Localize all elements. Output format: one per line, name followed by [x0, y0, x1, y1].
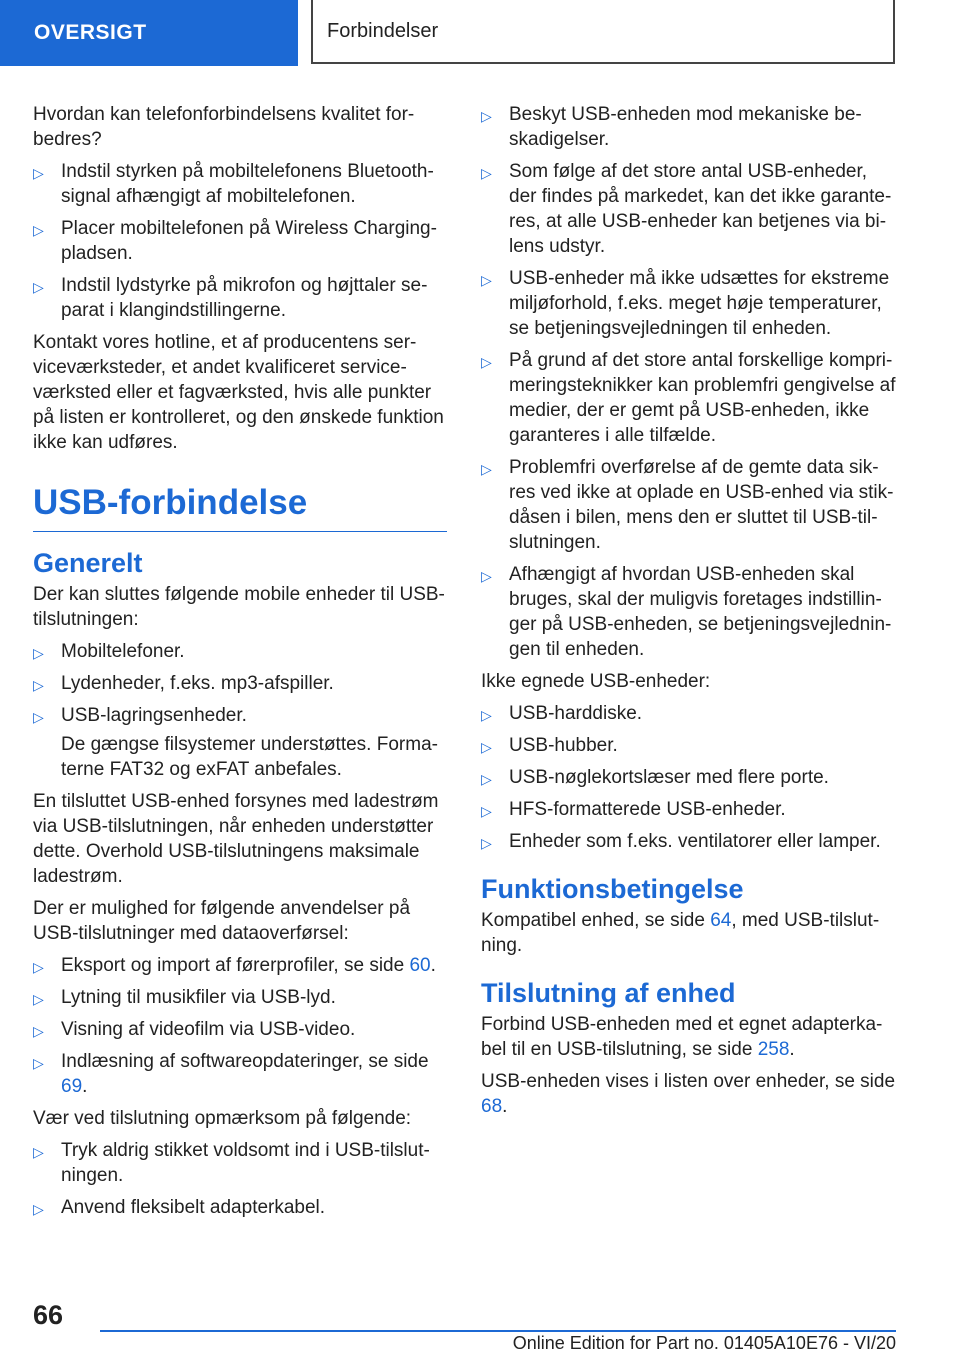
uses-list: [33, 953, 447, 1099]
list-item: ▷ Indstil styrken på mobiltelefonens Bluetooth-signal afhængigt af mobiltelefonen.: [33, 161, 434, 207]
list-item: ▷ Lydenheder, f.eks. mp3-afspiller.: [33, 671, 447, 696]
footer-divider: [100, 1330, 896, 1332]
unsuitable-list: [481, 701, 896, 854]
subsection-general: Generelt: [33, 548, 143, 578]
power-note: En tilsluttet USB-enhed forsynes med ladestrøm via USB-tilslutningen, når enheden understøtter dette. Overhold USB-tilslutningens maksimale ladestrøm.: [33, 791, 439, 887]
list-item: ▷ Visning af videofilm via USB-video.: [33, 1017, 447, 1042]
left-column: [33, 102, 447, 1227]
bullet-triangle-icon: ▷: [481, 461, 492, 477]
bullet-triangle-icon: ▷: [33, 1144, 44, 1160]
bullet-triangle-icon: ▷: [481, 568, 492, 584]
bullet-triangle-icon: ▷: [33, 279, 44, 295]
bullet-triangle-icon: ▷: [33, 959, 44, 975]
footer-edition: Online Edition for Part no. 01405A10E76 - VI/20: [512, 1333, 896, 1353]
page-number: 66: [33, 1300, 64, 1330]
bullet-triangle-icon: ▷: [33, 709, 44, 725]
bullet-triangle-icon: ▷: [481, 835, 492, 851]
page-link-258[interactable]: 258: [757, 1039, 790, 1060]
page-header: [0, 0, 960, 66]
list-item: ▷ USB-nøglekortslæser med flere porte.: [481, 765, 896, 790]
precautions-list: [481, 102, 896, 662]
bullet-triangle-icon: ▷: [481, 272, 492, 288]
list-item: ▷ Placer mobiltelefonen på Wireless Charging-pladsen.: [33, 218, 437, 264]
list-item: ▷ Mobiltelefoner.: [33, 639, 447, 664]
list-item: ▷ USB-lagringsenheder.: [33, 703, 447, 728]
bullet-triangle-icon: ▷: [33, 1023, 44, 1039]
list-item: ▷ Anvend fleksibelt adapterkabel.: [33, 1195, 447, 1220]
page-link-60[interactable]: 60: [409, 955, 431, 976]
list-item: ▷ Afhængigt af hvordan USB-enheden skal bruges, skal der muligvis foretages indstillin-ger på USB-enheden, se betjeningsvejlednin-gen til enheden.: [481, 564, 892, 660]
shown-paragraph: USB-enheden vises i listen over enheder, se side 68.: [481, 1071, 896, 1117]
list-item: ▷ USB-harddiske.: [481, 701, 896, 726]
list-item: ▷ USB-enheder må ikke udsættes for ekstreme miljøforhold, f.eks. meget høje temperaturer, se betjeningsvejledningen til enheden.: [481, 268, 890, 339]
function-paragraph: Kompatibel enhed, se side 64, med USB-tilslut-ning.: [481, 910, 880, 956]
page-link-69[interactable]: 69: [61, 1076, 83, 1097]
bullet-triangle-icon: ▷: [481, 803, 492, 819]
bullet-triangle-icon: ▷: [33, 1201, 44, 1217]
page-link-64[interactable]: 64: [710, 910, 732, 931]
right-column: [481, 102, 896, 1126]
filesystems-note: De gængse filsystemer understøttes. Forma-terne FAT32 og exFAT anbefales.: [61, 734, 438, 780]
list-item: ▷ HFS-formatterede USB-enheder.: [481, 797, 896, 822]
list-item: ▷ Som følge af det store antal USB-enheder, der findes på markedet, kan det ikke garante-res, at alle USB-enheder kan betjenes via bi-lens udstyr.: [481, 161, 892, 257]
bullet-triangle-icon: ▷: [481, 165, 492, 181]
bullet-triangle-icon: ▷: [481, 707, 492, 723]
uses-intro: Der er mulighed for følgende anvendelser på USB-tilslutninger med dataoverførsel:: [33, 898, 411, 944]
bullet-triangle-icon: ▷: [481, 771, 492, 787]
attention-list: [33, 1138, 447, 1220]
intro-question: Hvordan kan telefonforbindelsens kvalitet for-bedres?: [33, 104, 415, 150]
bullet-triangle-icon: ▷: [33, 991, 44, 1007]
list-item: ▷ Indlæsning af softwareopdateringer, se side 69.: [33, 1051, 429, 1097]
connect-paragraph: Forbind USB-enheden med et egnet adapterka-bel til en USB-tilslutning, se side 258.: [481, 1014, 883, 1060]
devices-list: [33, 639, 447, 728]
bullet-triangle-icon: ▷: [481, 739, 492, 755]
list-item: ▷ Eksport og import af førerprofiler, se side 60.: [33, 953, 447, 978]
tab-section-title[interactable]: Forbindelser: [311, 0, 895, 64]
tab-overview[interactable]: OVERSIGT: [0, 0, 298, 66]
list-item: ▷ Tryk aldrig stikket voldsomt ind i USB-tilslut-ningen.: [33, 1140, 430, 1186]
bullet-triangle-icon: ▷: [481, 354, 492, 370]
contact-paragraph: Kontakt vores hotline, et af producentens ser-viceværksteder, et andet kvalificeret service-værksted eller et fagværksted, hvis alle punkter på listen er kontrolleret, og den ønskede funktion ikke kan udføres.: [33, 332, 444, 453]
subsection-function-condition: Funktionsbetingelse: [481, 874, 744, 904]
list-item: ▷ Problemfri overførelse af de gemte data sik-res ved ikke at oplade en USB-enhed via stik-dåsen i bilen, mens den er sluttet til USB-til-slutningen.: [481, 457, 894, 553]
attention-intro: Vær ved tilslutning opmærksom på følgende:: [33, 1108, 412, 1129]
general-intro: Der kan sluttes følgende mobile enheder til USB-tilslutningen:: [33, 584, 445, 630]
list-item: ▷ Enheder som f.eks. ventilatorer eller lamper.: [481, 829, 896, 854]
list-item: ▷ USB-hubber.: [481, 733, 896, 758]
page-link-68[interactable]: 68: [481, 1096, 503, 1117]
bullet-triangle-icon: ▷: [33, 645, 44, 661]
list-item: ▷ Lytning til musikfiler via USB-lyd.: [33, 985, 447, 1010]
unsuitable-intro: Ikke egnede USB-enheder:: [481, 671, 711, 692]
subsection-connect-device: Tilslutning af enhed: [481, 978, 736, 1008]
bullet-triangle-icon: ▷: [33, 677, 44, 693]
bullet-triangle-icon: ▷: [33, 222, 44, 238]
list-item: ▷ Beskyt USB-enheden mod mekaniske be-skadigelser.: [481, 104, 862, 150]
bullet-triangle-icon: ▷: [33, 1055, 44, 1071]
section-title: USB-forbindelse: [33, 481, 447, 532]
list-item: ▷ Indstil lydstyrke på mikrofon og højttaler se-parat i klangindstillingerne.: [33, 275, 428, 321]
list-item: ▷ På grund af det store antal forskellige kompri-meringsteknikker kan problemfri gengivelse af medier, der er gemt på USB-enheden, ikke garanteres i alle tilfælde.: [481, 350, 896, 446]
tips-list: [33, 159, 447, 323]
bullet-triangle-icon: ▷: [33, 165, 44, 181]
bullet-triangle-icon: ▷: [481, 108, 492, 124]
